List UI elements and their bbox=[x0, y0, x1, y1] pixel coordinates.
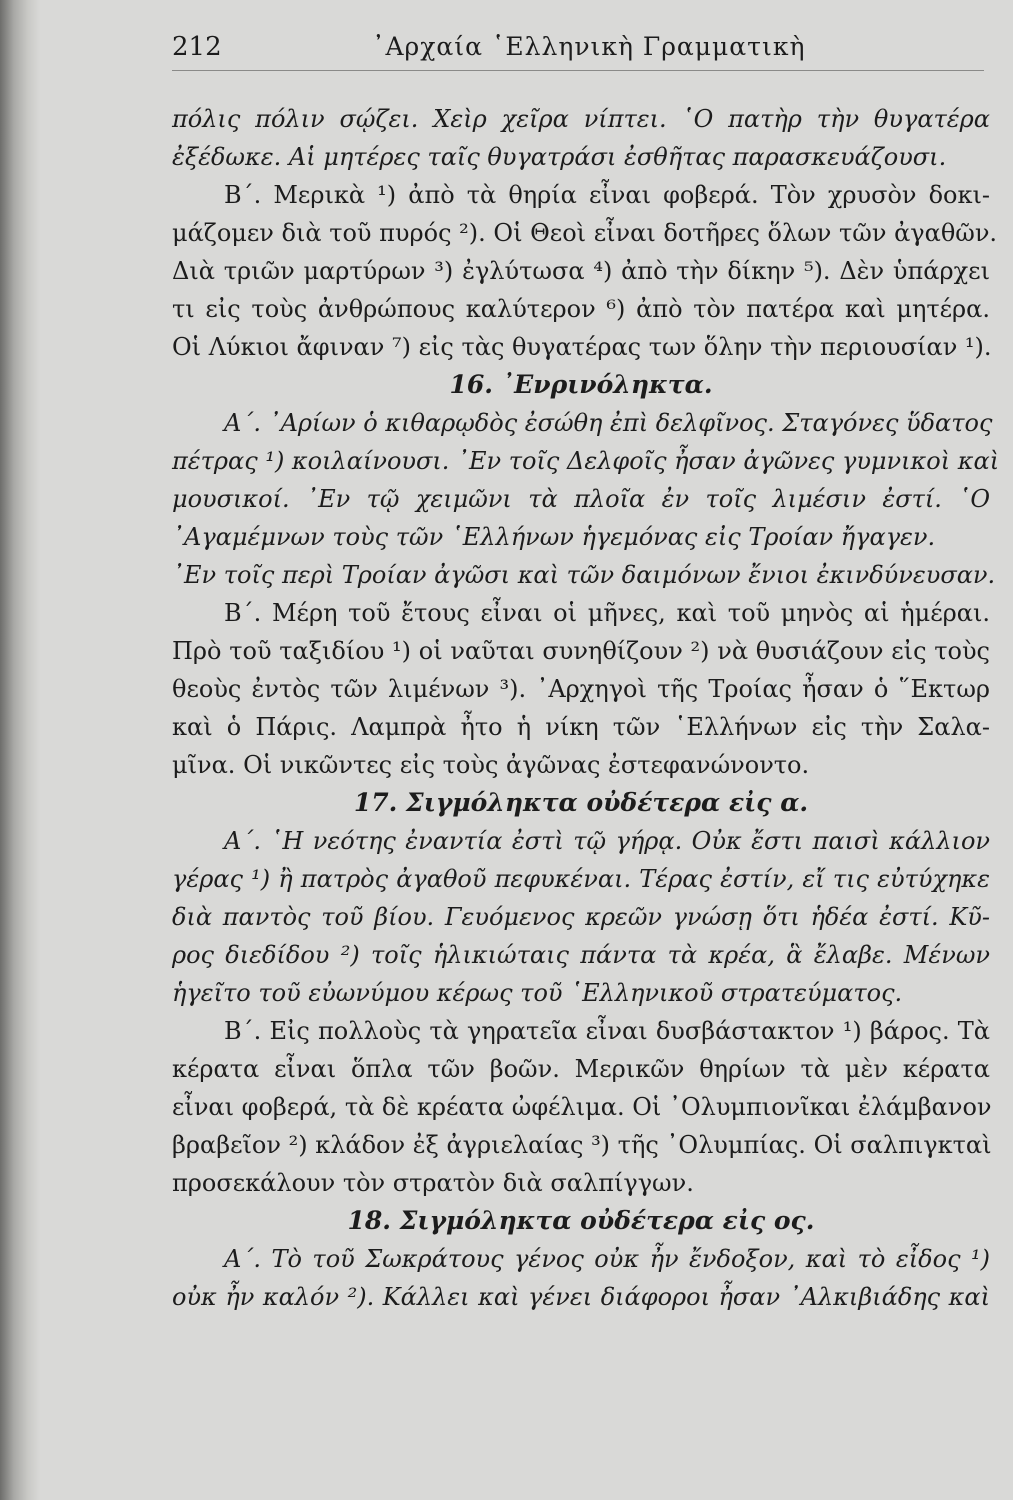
text-line: εἶναι φοβερά, τὰ δὲ κρέατα ὠφέλιμα. Οἱ ᾿Ολυμπιονῖκαι ἐλάμβανον bbox=[172, 1093, 992, 1121]
text-line: ρος διεδίδου ²) τοῖς ἡλικιώταις πάντα τὰ κρέα, ἃ ἔλαβε. Μένων bbox=[172, 941, 990, 969]
text-line: Πρὸ τοῦ ταξιδίου ¹) οἱ ναῦται συνηθίζουν ²) νὰ θυσιάζουν εἰς τοὺς bbox=[172, 637, 990, 665]
text-line: ᾿Αγαμέμνων τοὺς τῶν ῾Ελλήνων ἡγεμόνας εἰς Τροίαν ἤγαγεν. bbox=[172, 523, 936, 551]
text-line: Α΄. ῾Η νεότης ἐναντία ἐστὶ τῷ γήρᾳ. Οὐκ ἔστι παισὶ κάλλιον bbox=[224, 827, 990, 855]
text-line: Οἱ Λύκιοι ἄφιναν ⁷) εἰς τὰς θυγατέρας των ὅλην τὴν περιουσίαν ¹). bbox=[172, 333, 992, 361]
page-number: 212 bbox=[172, 32, 222, 62]
running-title: ᾿Αρχαία ῾Ελληνικὴ Γραμματικὴ bbox=[372, 32, 806, 61]
section-heading: 16. ᾿Ενρινόληκτα. bbox=[449, 370, 713, 399]
text-line: τι εἰς τοὺς ἀνθρώπους καλύτερον ⁶) ἀπὸ τὸν πατέρα καὶ μητέρα. bbox=[172, 295, 990, 323]
text-line: Διὰ τριῶν μαρτύρων ³) ἐγλύτωσα ⁴) ἀπὸ τὴν δίκην ⁵). Δὲν ὑπάρχει bbox=[172, 257, 990, 285]
text-line: ἡγεῖτο τοῦ εὐωνύμου κέρως τοῦ ῾Ελληνικοῦ στρατεύματος. bbox=[172, 979, 903, 1007]
section-heading: 18. Σιγμόληκτα οὐδέτερα εἰς ος. bbox=[347, 1206, 815, 1235]
text-line: μουσικοί. ᾿Εν τῷ χειμῶνι τὰ πλοῖα ἐν τοῖς λιμέσιν ἐστί. ῾Ο bbox=[172, 485, 990, 513]
page-edge-shadow bbox=[0, 0, 40, 1500]
text-line: ἐξέδωκε. Αἱ μητέρες ταῖς θυγατράσι ἐσθῆτας παρασκευάζουσι. bbox=[172, 143, 947, 171]
text-line: γέρας ¹) ἢ πατρὸς ἀγαθοῦ πεφυκέναι. Τέρας ἐστίν, εἴ τις εὐτύχηκε bbox=[172, 865, 990, 893]
text-line: βραβεῖον ²) κλάδον ἐξ ἀγριελαίας ³) τῆς ᾿Ολυμπίας. Οἱ σαλπιγκταὶ bbox=[172, 1131, 992, 1159]
text-line: διὰ παντὸς τοῦ βίου. Γευόμενος κρεῶν γνώσῃ ὅτι ἡδέα ἐστί. Κῦ- bbox=[172, 903, 990, 931]
text-line: Α΄. ᾿Αρίων ὁ κιθαρῳδὸς ἐσώθη ἐπὶ δελφῖνος. Σταγόνες ὕδατος bbox=[224, 409, 993, 437]
text-line: θεοὺς ἐντὸς τῶν λιμένων ³). ᾿Αρχηγοὶ τῆς Τροίας ἦσαν ὁ ῞Εκτωρ bbox=[172, 675, 990, 703]
text-line: Β΄. Μερικὰ ¹) ἀπὸ τὰ θηρία εἶναι φοβερά. Τὸν χρυσὸν δοκι- bbox=[224, 181, 990, 209]
text-line: καὶ ὁ Πάρις. Λαμπρὰ ἦτο ἡ νίκη τῶν ῾Ελλήνων εἰς τὴν Σαλα- bbox=[172, 713, 990, 741]
text-line: Β΄. Εἰς πολλοὺς τὰ γηρατεῖα εἶναι δυσβάστακτον ¹) βάρος. Τὰ bbox=[224, 1017, 990, 1045]
text-line: Α΄. Τὸ τοῦ Σωκράτους γένος οὐκ ἦν ἔνδοξον, καὶ τὸ εἶδος ¹) bbox=[224, 1245, 990, 1273]
text-line: κέρατα εἶναι ὅπλα τῶν βοῶν. Μερικῶν θηρίων τὰ μὲν κέρατα bbox=[172, 1055, 990, 1083]
text-line: μάζομεν διὰ τοῦ πυρός ²). Οἱ Θεοὶ εἶναι δοτῆρες ὅλων τῶν ἀγαθῶν. bbox=[172, 219, 998, 247]
text-line: Β΄. Μέρη τοῦ ἔτους εἶναι οἱ μῆνες, καὶ τοῦ μηνὸς αἱ ἡμέραι. bbox=[224, 599, 990, 627]
page-header bbox=[172, 30, 984, 71]
text-line: πέτρας ¹) κοιλαίνουσι. ᾿Εν τοῖς Δελφοῖς ἦσαν ἀγῶνες γυμνικοὶ καὶ bbox=[172, 447, 1000, 475]
text-line: οὐκ ἦν καλόν ²). Κάλλει καὶ γένει διάφοροι ἦσαν ᾿Αλκιβιάδης καὶ bbox=[172, 1283, 990, 1311]
page-body bbox=[172, 100, 1000, 1316]
section-heading: 17. Σιγμόληκτα οὐδέτερα εἰς α. bbox=[353, 788, 809, 817]
text-line: προσεκάλουν τὸν στρατὸν διὰ σαλπίγγων. bbox=[172, 1169, 694, 1197]
text-line: πόλις πόλιν σῴζει. Χεὶρ χεῖρα νίπτει. ῾Ο πατὴρ τὴν θυγατέρα bbox=[172, 105, 990, 133]
text-line: μῖνα. Οἱ νικῶντες εἰς τοὺς ἀγῶνας ἐστεφανώνοντο. bbox=[172, 751, 810, 779]
text-line: ᾿Εν τοῖς περὶ Τροίαν ἀγῶσι καὶ τῶν δαιμόνων ἔνιοι ἐκινδύνευσαν. bbox=[172, 561, 996, 589]
